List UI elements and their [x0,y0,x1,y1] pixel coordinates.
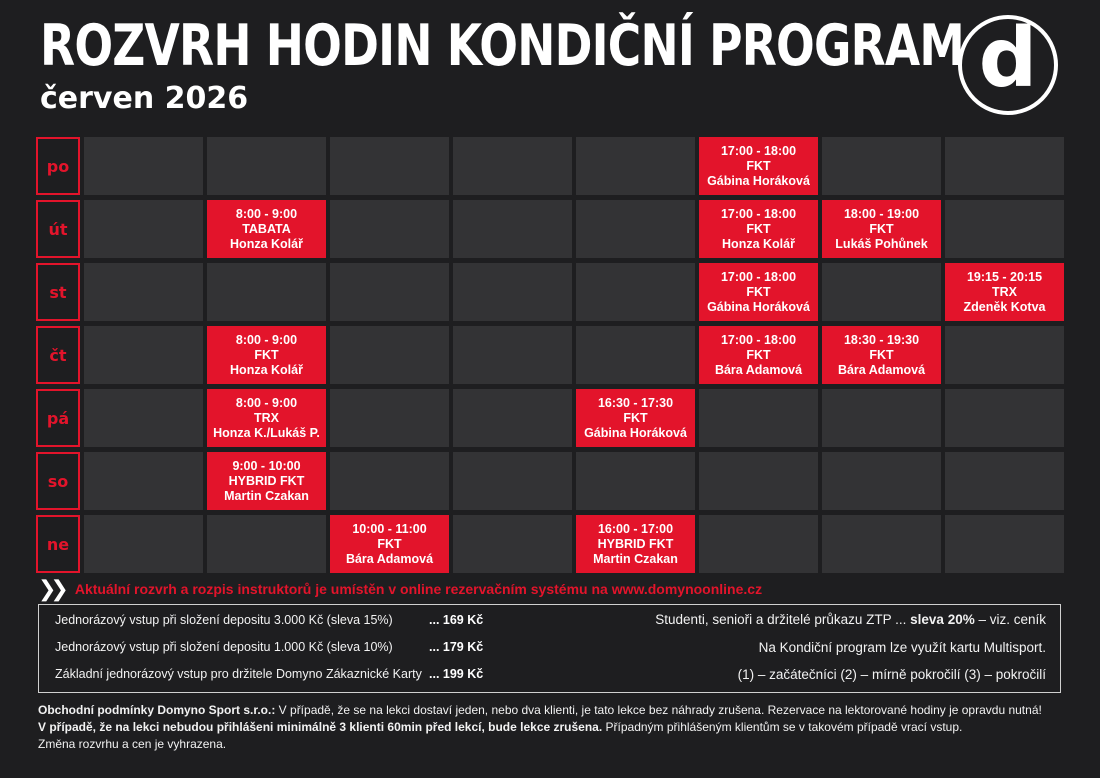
discount-info [655,612,1046,627]
empty-cell [453,452,572,510]
schedule-grid [36,137,1064,573]
empty-cell [945,326,1064,384]
empty-cell [84,389,203,447]
lesson-instructor: Lukáš Pohůnek [835,236,928,251]
lesson-time: 8:00 - 9:00 [235,206,298,221]
lesson-cell [207,326,326,384]
lesson-instructor: Bára Adamová [345,551,434,566]
empty-cell [330,326,449,384]
lesson-instructor: Honza Kolář [230,362,303,377]
day-label: po [36,137,80,195]
lesson-time: 10:00 - 11:00 [352,521,427,536]
empty-cell [453,389,572,447]
empty-cell [699,452,818,510]
lesson-cell [576,515,695,573]
lesson-time: 17:00 - 18:00 [720,206,797,221]
lesson-cell [945,263,1064,321]
empty-cell [699,515,818,573]
lesson-name: FKT [254,347,279,362]
lesson-cell [822,326,941,384]
lesson-time: 8:00 - 9:00 [235,395,298,410]
day-label: čt [36,326,80,384]
price-box [38,604,1061,693]
empty-cell [330,200,449,258]
lesson-name: TRX [992,284,1017,299]
terms-text-2: Případným přihlášeným klientům se v takovém případě vrací vstup. [602,720,963,734]
empty-cell [822,515,941,573]
lesson-instructor: Gábina Horáková [584,425,687,440]
price-label-1: Jednorázový vstup při složení depositu 3.000 Kč (sleva 15%) [55,613,393,627]
lesson-time: 18:30 - 19:30 [843,332,920,347]
lesson-instructor: Bára Adamová [837,362,926,377]
lesson-name: HYBRID FKT [228,473,305,488]
terms-text-1: V případě, že se na lekci dostaví jeden, nebo dva klienti, je tato lekce bez náhrady zrušena. Rezervace na lektorované hodiny je opravdu nutná! [275,703,1042,717]
day-label: pá [36,389,80,447]
terms-heading: Obchodní podmínky Domyno Sport s.r.o.: [38,703,276,717]
empty-cell [84,326,203,384]
empty-cell [945,389,1064,447]
day-label: út [36,200,80,258]
lesson-name: FKT [746,284,771,299]
empty-cell [330,137,449,195]
empty-cell [576,326,695,384]
terms-line-1 [38,702,1068,719]
empty-cell [576,200,695,258]
lesson-cell [207,452,326,510]
terms-cancel-rule: V případě, že na lekci nebudou přihlášeni minimálně 3 klienti 60min před lekcí, bude lekce zrušena. [38,720,603,734]
empty-cell [84,137,203,195]
price-value-3: ... 199 Kč [429,667,484,681]
empty-cell [453,200,572,258]
lesson-cell [699,326,818,384]
logo-letter: d [978,11,1038,106]
price-value-2: ... 179 Kč [429,640,484,654]
lesson-time: 9:00 - 10:00 [232,458,301,473]
empty-cell [822,137,941,195]
empty-cell [330,452,449,510]
page-subtitle: červen 2026 [40,81,249,116]
empty-cell [453,515,572,573]
empty-cell [822,389,941,447]
lesson-instructor: Honza Kolář [722,236,795,251]
lesson-time: 16:30 - 17:30 [597,395,674,410]
empty-cell [945,515,1064,573]
lesson-instructor: Martin Czakan [593,551,678,566]
empty-cell [453,326,572,384]
lesson-name: FKT [623,410,648,425]
lesson-name: TABATA [242,221,291,236]
day-label: ne [36,515,80,573]
lesson-name: FKT [746,347,771,362]
online-notice [38,576,763,601]
lesson-name: FKT [869,221,894,236]
empty-cell [207,263,326,321]
lesson-name: FKT [746,158,771,173]
empty-cell [453,137,572,195]
empty-cell [207,515,326,573]
double-chevron-right-icon: ❯❯ [38,576,63,601]
lesson-time: 19:15 - 20:15 [966,269,1043,284]
lesson-name: FKT [377,536,402,551]
lesson-instructor: Martin Czakan [224,488,309,503]
page-title: ROZVRH HODIN KONDIČNÍ PROGRAM [40,13,964,79]
lesson-cell [822,200,941,258]
empty-cell [945,452,1064,510]
multisport-info: Na Kondiční program lze využít kartu Multisport. [758,640,1046,655]
notice-text: Aktuální rozvrh a rozpis instruktorů je umístěn v online rezervačním systému na www.domynoonline.cz [74,581,763,597]
lesson-instructor: Gábina Horáková [707,299,810,314]
terms-line-3: Změna rozvrhu a cen je vyhrazena. [38,737,227,751]
lesson-name: FKT [869,347,894,362]
price-label-3: Základní jednorázový vstup pro držitele Domyno Zákaznické Karty [55,667,422,681]
price-value-1: ... 169 Kč [429,613,484,627]
lesson-cell [330,515,449,573]
lesson-name: HYBRID FKT [597,536,674,551]
lesson-time: 17:00 - 18:00 [720,143,797,158]
empty-cell [822,452,941,510]
empty-cell [330,263,449,321]
lesson-instructor: Zdeněk Kotva [963,299,1046,314]
day-label: st [36,263,80,321]
lesson-cell [699,200,818,258]
empty-cell [84,263,203,321]
lesson-instructor: Bára Adamová [714,362,803,377]
terms-and-conditions [38,702,1068,753]
discount-prefix: Studenti, senioři a držitelé průkazu ZTP ... [655,612,911,627]
lesson-time: 17:00 - 18:00 [720,269,797,284]
lesson-name: FKT [746,221,771,236]
price-label-2: Jednorázový vstup při složení depositu 1.000 Kč (sleva 10%) [55,640,393,654]
lesson-cell [576,389,695,447]
empty-cell [945,137,1064,195]
lesson-time: 8:00 - 9:00 [235,332,298,347]
lesson-cell [699,263,818,321]
domyno-logo [958,11,1058,115]
empty-cell [207,137,326,195]
levels-info: (1) – začátečníci (2) – mírně pokročilí (3) – pokročilí [737,667,1046,682]
lesson-cell [699,137,818,195]
lesson-cell [207,389,326,447]
day-label: so [36,452,80,510]
lesson-time: 18:00 - 19:00 [843,206,920,221]
lesson-instructor: Honza K./Lukáš P. [213,425,320,440]
lesson-cell [207,200,326,258]
empty-cell [453,263,572,321]
empty-cell [576,263,695,321]
empty-cell [84,515,203,573]
empty-cell [84,452,203,510]
lesson-name: TRX [254,410,279,425]
lesson-time: 17:00 - 18:00 [720,332,797,347]
discount-suffix: – viz. ceník [974,612,1046,627]
lesson-instructor: Honza Kolář [230,236,303,251]
lesson-time: 16:00 - 17:00 [597,521,674,536]
terms-line-2 [38,719,1068,736]
discount-amount: sleva 20% [910,612,975,627]
lesson-instructor: Gábina Horáková [707,173,810,188]
empty-cell [330,389,449,447]
empty-cell [699,389,818,447]
empty-cell [576,452,695,510]
empty-cell [576,137,695,195]
empty-cell [84,200,203,258]
empty-cell [822,263,941,321]
empty-cell [945,200,1064,258]
